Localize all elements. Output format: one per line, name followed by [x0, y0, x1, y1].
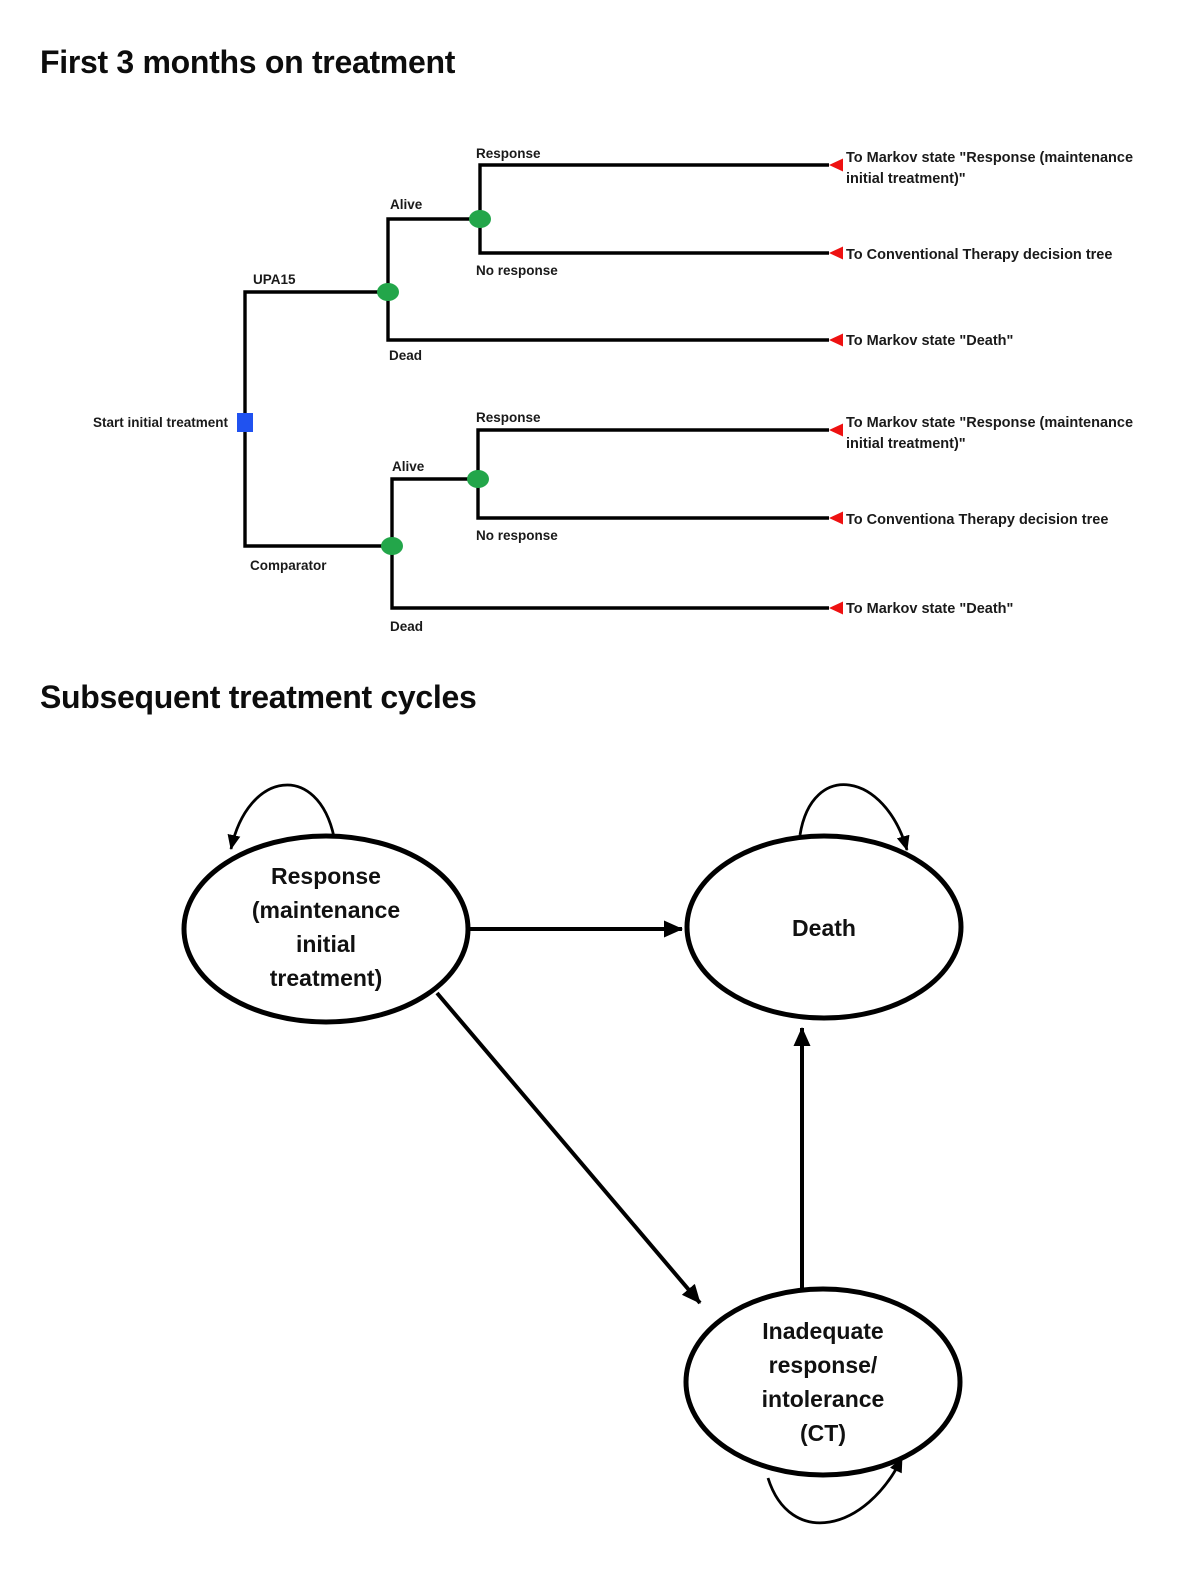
- markov-state-diagram: [0, 660, 1200, 1578]
- svg-text:initial: initial: [295, 931, 357, 957]
- label-alive: Alive: [392, 459, 425, 474]
- svg-text:treatment): treatment): [269, 965, 383, 991]
- svg-text:Response: Response: [271, 863, 381, 889]
- branch-comparator: [245, 432, 392, 546]
- label-comparator: Comparator: [250, 558, 327, 573]
- terminal-node-marker: [829, 512, 843, 525]
- label-alive: Alive: [390, 197, 423, 212]
- terminal-node-marker: [829, 602, 843, 615]
- terminal-text-markov-response-1-line2: initial treatment)": [846, 171, 966, 187]
- terminal-node-marker: [829, 424, 843, 437]
- label-response: Response: [476, 410, 541, 425]
- branch-comparator-alive-response: [478, 430, 829, 479]
- terminal-node-marker: [829, 159, 843, 172]
- terminal-text-markov-response-2-line1: To Markov state "Response (maintenance: [846, 415, 1134, 431]
- label-dead: Dead: [390, 619, 424, 634]
- label-no-response: No response: [476, 263, 558, 278]
- terminal-text-conventional-therapy-2: To Conventiona Therapy decision tree: [846, 512, 1109, 528]
- svg-text:response/: response/: [768, 1352, 878, 1378]
- svg-text:(CT): (CT): [800, 1420, 846, 1446]
- svg-text:(maintenance: (maintenance: [251, 897, 401, 923]
- terminal-node-marker: [829, 334, 843, 347]
- decision-node-start: [237, 413, 253, 432]
- chance-node-upa15-alive: [469, 210, 491, 228]
- state-inadequate-ellipse: [686, 1289, 960, 1475]
- label-dead: Dead: [389, 348, 423, 363]
- terminal-text-markov-response-1-line1: To Markov state "Response (maintenance: [846, 150, 1134, 166]
- label-start-initial-treatment: Start initial treatment: [92, 415, 228, 430]
- branch-upa15-alive: [388, 219, 480, 292]
- section-title-first-3-months: First 3 months on treatment: [40, 44, 456, 80]
- terminal-text-markov-death-1: To Markov state "Death": [846, 333, 1014, 349]
- label-upa15: UPA15: [253, 272, 296, 287]
- label-no-response: No response: [476, 528, 558, 543]
- branch-upa15-alive-response: [480, 165, 829, 219]
- branch-upa15-dead: [388, 292, 829, 340]
- arrow-response-to-inadequate: [437, 993, 700, 1303]
- chance-node-comparator: [381, 537, 403, 555]
- terminal-text-conventional-therapy-1: To Conventional Therapy decision tree: [846, 247, 1113, 263]
- chance-node-upa15: [377, 283, 399, 301]
- decision-tree-diagram: [0, 0, 1200, 660]
- section-title-subsequent-cycles: Subsequent treatment cycles: [40, 679, 477, 715]
- state-death-label: Death: [792, 915, 856, 941]
- chance-node-comparator-alive: [467, 470, 489, 488]
- terminal-text-markov-response-2-line2: initial treatment)": [846, 436, 966, 452]
- branch-comparator-alive: [392, 479, 478, 546]
- terminal-text-markov-death-2: To Markov state "Death": [846, 601, 1014, 617]
- terminal-node-marker: [829, 247, 843, 260]
- svg-text:Inadequate: Inadequate: [762, 1318, 884, 1344]
- branch-comparator-dead: [392, 546, 829, 608]
- branch-upa15-alive-noresponse: [480, 219, 829, 253]
- branch-upa15: [245, 292, 388, 413]
- branch-comparator-alive-noresponse: [478, 479, 829, 518]
- svg-text:intolerance: intolerance: [761, 1386, 885, 1412]
- label-response: Response: [476, 146, 541, 161]
